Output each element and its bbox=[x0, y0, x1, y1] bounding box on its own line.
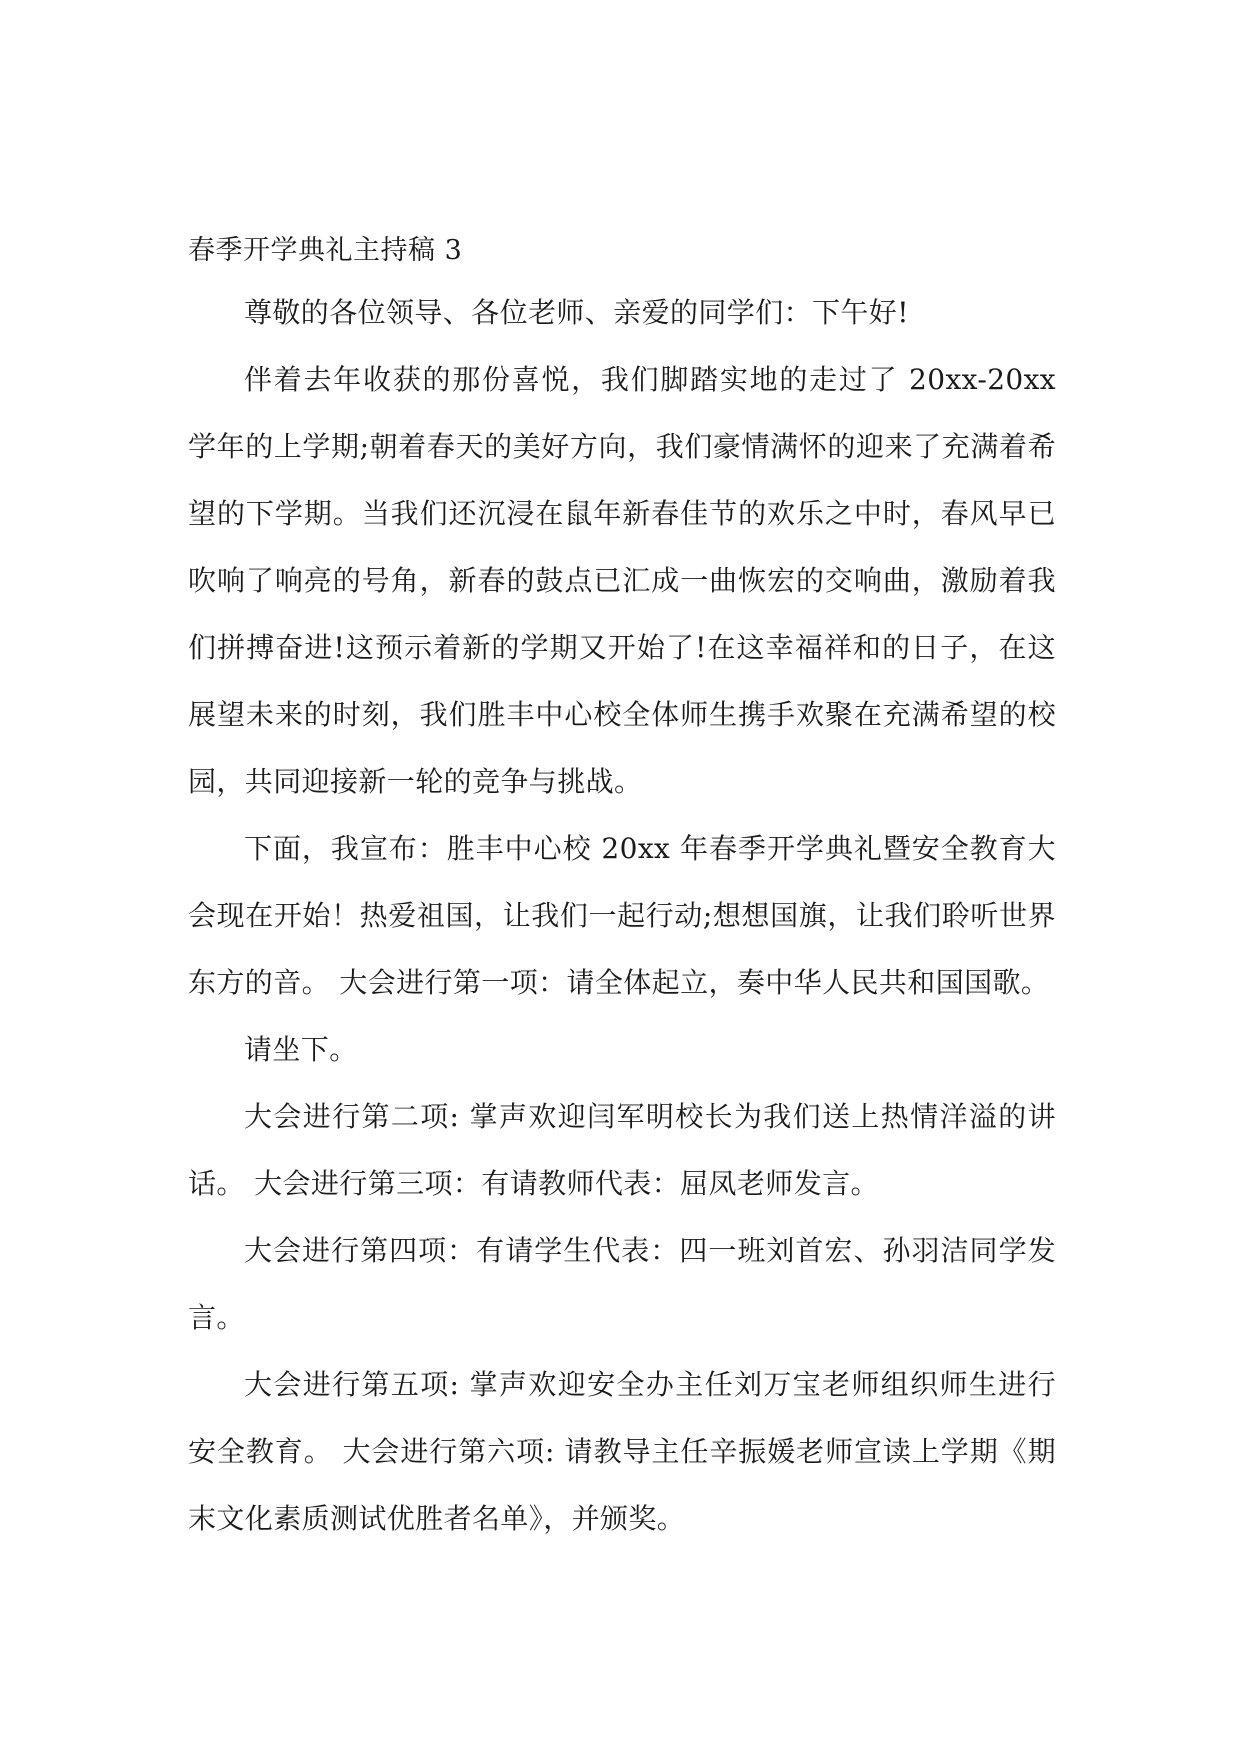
paragraph-announcement: 下面，我宣布：胜丰中心校 20xx 年春季开学典礼暨安全教育大会现在开始！热爱祖国，让我们一起行动;想想国旗，让我们聆听世界东方的音。 大会进行第一项：请全体起立，奏中华人民共和国国歌。 bbox=[188, 832, 1056, 999]
document-title: 春季开学典礼主持稿 3 bbox=[188, 235, 463, 266]
paragraph-item-four: 大会进行第四项：有请学生代表：四一班刘首宏、孙羽洁同学发言。 bbox=[188, 1234, 1056, 1334]
paragraph-greeting: 尊敬的各位领导、各位老师、亲爱的同学们：下午好! bbox=[244, 296, 909, 329]
paragraph-sit-down: 请坐下。 bbox=[244, 1033, 358, 1066]
paragraph-opening: 伴着去年收获的那份喜悦，我们脚踏实地的走过了 20xx-20xx 学年的上学期;朝着春天的美好方向，我们豪情满怀的迎来了充满着希望的下学期。当我们还沉浸在鼠年新春佳节的欢乐之中时，春风早已吹响了响亮的号角，新春的鼓点已汇成一曲恢宏的交响曲，激励着我们拼搏奋进!这预示着新的学期又开始了!在这幸福祥和的日子，在这展望未来的时刻，我们胜丰中心校全体师生携手欢聚在充满希望的校园，共同迎接新一轮的竞争与挑战。 bbox=[188, 363, 1056, 798]
paragraph-items-two-three: 大会进行第二项: 掌声欢迎闫军明校长为我们送上热情洋溢的讲话。 大会进行第三项：有请教师代表：屈凤老师发言。 bbox=[188, 1100, 1056, 1200]
paragraph-items-five-six: 大会进行第五项: 掌声欢迎安全办主任刘万宝老师组织师生进行安全教育。 大会进行第六项: 请教导主任辛振媛老师宣读上学期《期末文化素质测试优胜者名单》，并颁奖。 bbox=[188, 1368, 1056, 1535]
document-body bbox=[188, 223, 1056, 1552]
